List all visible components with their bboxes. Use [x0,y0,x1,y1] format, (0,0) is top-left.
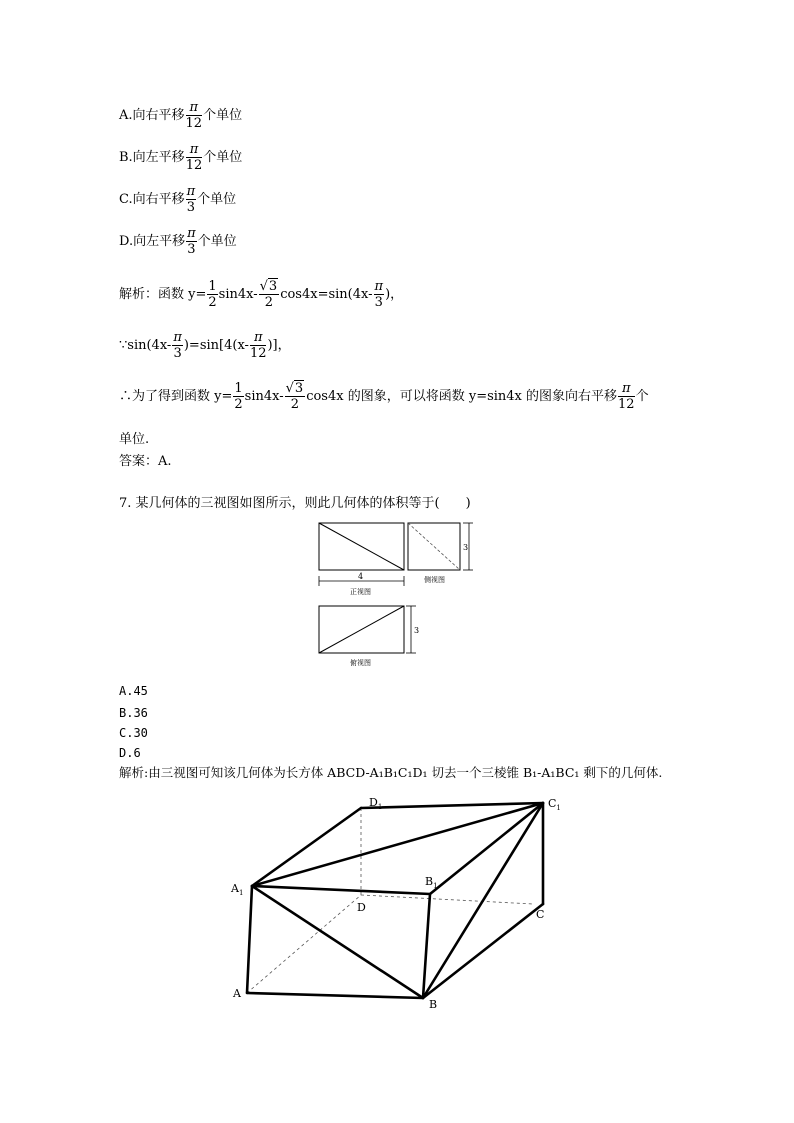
fraction: $\frac{\pi}{3}$ [186,184,196,215]
fraction: $\frac{\pi}{12}$ [618,381,635,412]
front-dim-label: 4 [358,572,364,581]
q7-option-d: D.6 [119,746,141,760]
edge-a-b [247,993,423,998]
fraction: $\frac{1}{2}$ [208,279,217,310]
vertex-label-a1: $A_1$ [231,882,244,897]
edge-b1-b [423,894,430,998]
fraction: $\frac{√3}{2}$ [259,279,278,310]
vertex-label-a: A [233,987,241,1000]
fraction: $\frac{\pi}{12}$ [249,330,267,361]
fraction: $\frac{\pi}{12}$ [185,100,203,131]
top-view-diagonal [319,606,404,653]
fraction: $\frac{\pi}{12}$ [185,142,203,173]
fraction: $\frac{\pi}{3}$ [173,330,182,361]
answer-line: 答案：A. [119,454,172,469]
edge-a1-a [247,886,252,993]
hidden-edge-dc [361,895,533,904]
fraction: $\frac{\pi}{3}$ [187,226,196,257]
vertex-label-d: D [357,901,366,914]
sqrt: √3 [259,279,278,294]
edge-d1-c1 [361,803,543,808]
vertex-label-c1: $C_1$ [548,797,561,812]
fraction: $\frac{\pi}{3}$ [374,279,384,310]
edge-a1-d1 [252,808,361,886]
edge-b-c [423,904,543,998]
fraction: $\frac{1}{2}$ [234,381,243,412]
vertex-label-b: B [429,998,438,1011]
vertex-label-c: C [536,908,545,921]
side-dim-label: 3 [463,543,469,552]
vertex-label-b1: $B_1$ [425,875,438,890]
q7-solution-text: 解析:由三视图可知该几何体为长方体 ABCD-A₁B₁C₁D₁ 切去一个三棱锥 B₁-A₁BC₁ 剩下的几何体. [119,765,663,780]
top-view-label: 俯视图 [350,659,371,667]
fraction: $\frac{√3}{2}$ [285,381,304,412]
hidden-edge-ad [247,895,361,993]
solution-line-3: ∴为了得到函数 y= $\frac{1}{2}$ sin4x- $\frac{√3}{2}$ cos4x 的图象，可以将函数 y=sin4x 的图象向右平移 $\frac{\pi}{12}$ 个 [119,381,649,412]
solution-line-4: 单位. [119,432,150,447]
option-b: B.向左平移 $\frac{\pi}{12}$ 个单位 [119,142,243,173]
edge-a1-b1 [252,886,430,894]
q7-option-a: A.45 [119,684,148,698]
q7-option-c: C.30 [119,726,148,740]
front-view-label: 正视图 [350,588,371,596]
side-view-hidden-diagonal [408,523,460,570]
front-view-diagonal [319,523,404,570]
sqrt: √3 [285,381,304,396]
option-d: D.向左平移 $\frac{\pi}{3}$ 个单位 [119,226,237,257]
side-view-label: 侧视图 [424,576,445,584]
vertex-label-d1: $D_1$ [369,796,383,811]
q7-option-b: B.36 [119,706,148,720]
cuboid-figure [225,790,570,1012]
solution-line-1: 解析：函数 y= $\frac{1}{2}$ sin4x- $\frac{√3}{2}$ cos4x=sin(4x- $\frac{\pi}{3}$ )， [119,279,404,310]
solution-line-2: ∵sin(4x- $\frac{\pi}{3}$ )=sin[4(x- $\frac{\pi}{12}$ )]， [119,330,291,361]
option-a: A.向右平移 $\frac{\pi}{12}$ 个单位 [119,100,243,131]
edge-b1-c1 [430,803,543,894]
three-view-figure [310,518,485,668]
option-c: C.向右平移 $\frac{\pi}{3}$ 个单位 [119,184,237,215]
edge-a1-b [252,886,423,998]
question-7-text: 7. 某几何体的三视图如图所示，则此几何体的体积等于( ) [119,496,471,511]
top-dim-label: 3 [414,626,420,635]
